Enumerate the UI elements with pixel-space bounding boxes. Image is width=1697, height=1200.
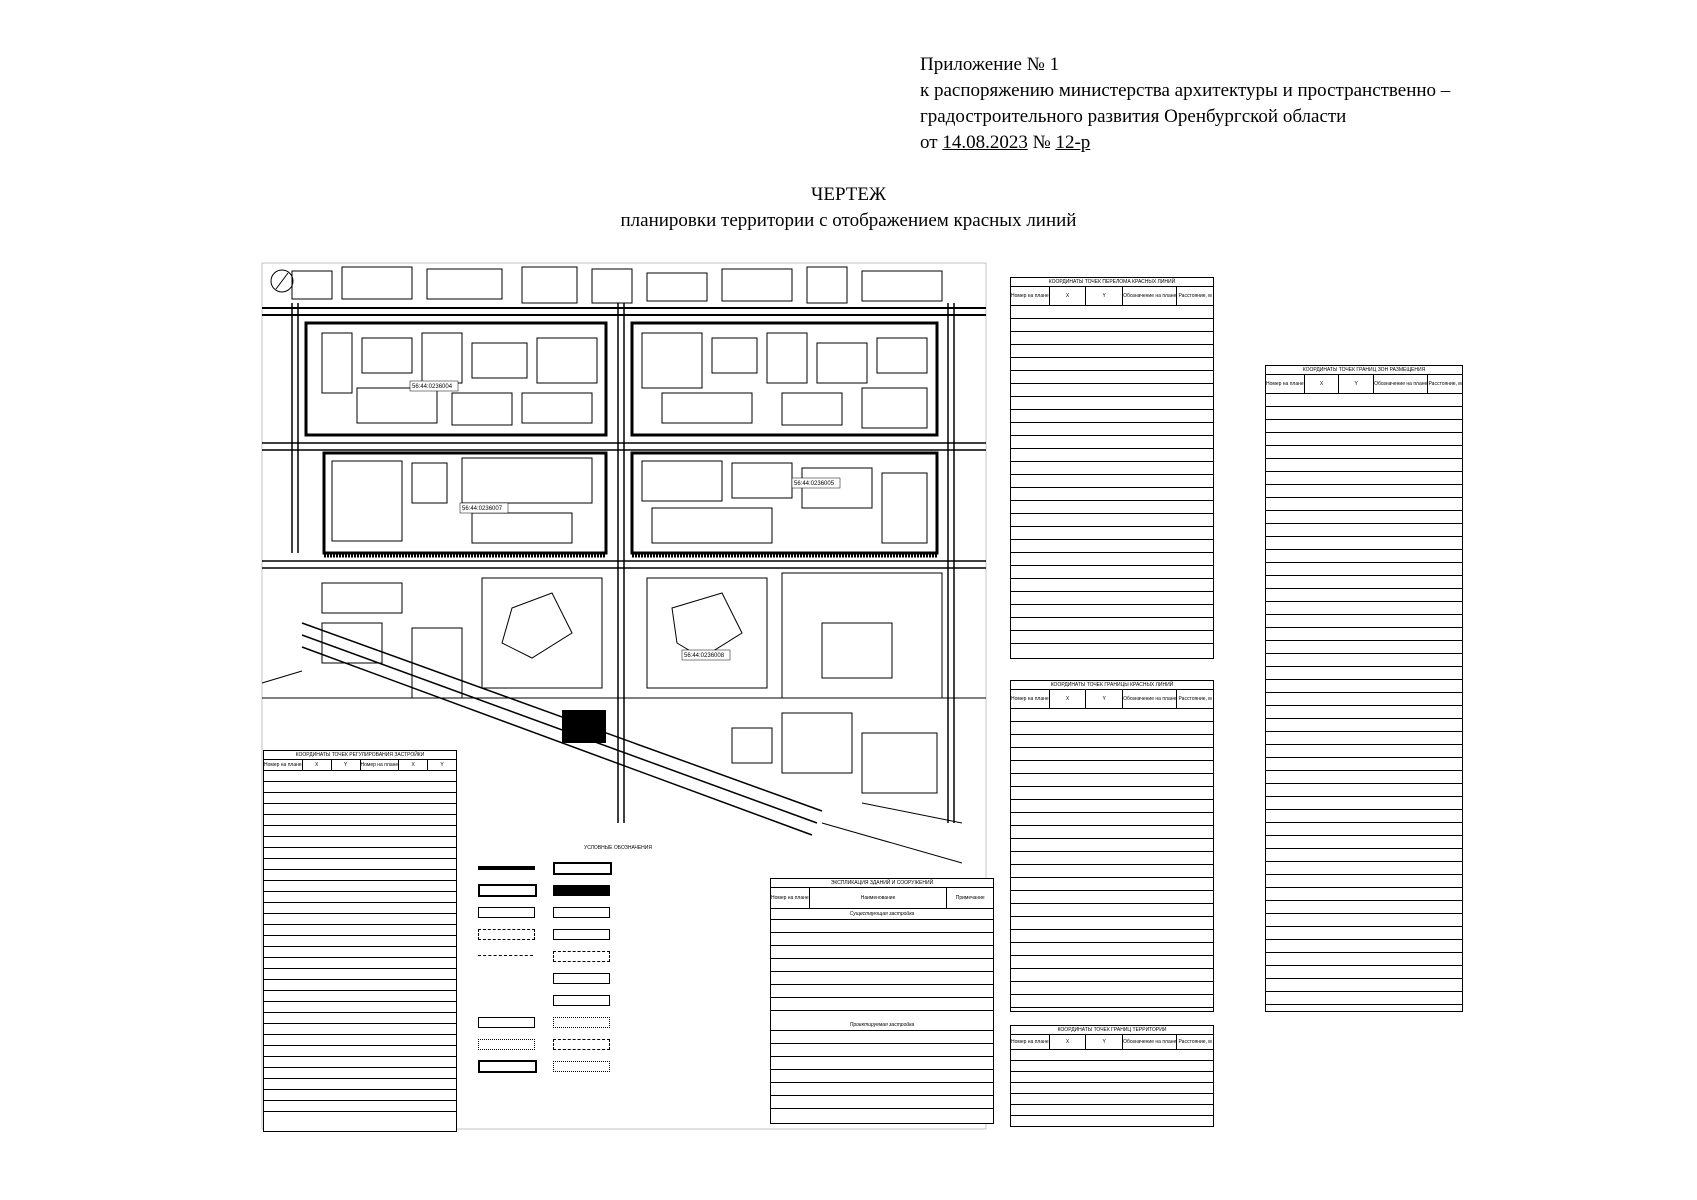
header-line-4: [920, 130, 1450, 156]
legend-swatch: [553, 995, 610, 1006]
legend-title: УСЛОВНЫЕ ОБОЗНАЧЕНИЯ: [584, 845, 652, 851]
table-header: КООРДИНАТЫ ТОЧЕК ГРАНИЦ ТЕРРИТОРИИ: [1011, 1026, 1213, 1035]
legend-swatch: [553, 951, 610, 962]
legend-column-1: [478, 857, 543, 1077]
legend: [478, 845, 758, 1077]
drawing-title: ЧЕРТЕЖ: [811, 184, 886, 205]
header-line-2: к распоряжению министерства архитектуры и пространственно –: [920, 80, 1451, 101]
header-line-3: градостроительного развития Оренбургской области: [920, 106, 1347, 127]
table-header: КООРДИНАТЫ ТОЧЕК РЕГУЛИРОВАНИЯ ЗАСТРОЙКИ: [264, 751, 456, 760]
cadastral-label-2: 56:44:0236007: [462, 506, 503, 512]
legend-swatch: [553, 1017, 610, 1028]
table-zone-boundaries: [1265, 365, 1463, 1012]
header-line-1: Приложение № 1: [920, 54, 1060, 75]
cadastral-label-4: 56:44:0236008: [684, 653, 725, 659]
drawing-subtitle: планировки территории с отображением красных линий: [620, 210, 1077, 231]
legend-swatch: [478, 996, 533, 1005]
date-prefix: от: [920, 132, 938, 153]
legend-swatch: [478, 974, 533, 983]
table-header: ЭКСПЛИКАЦИЯ ЗДАНИЙ И СООРУЖЕНИЙ: [771, 879, 993, 888]
table-column-headers: Номер на плане X Y Обозначение на плане Расстояние, м: [1266, 375, 1462, 394]
table-body: [1011, 306, 1213, 656]
table-body: [1011, 709, 1213, 1009]
table-column-headers: Номер на плане Наименование Примечание: [771, 888, 993, 909]
legend-column-2: [553, 857, 618, 1077]
legend-swatch: [478, 866, 535, 870]
table-header: КООРДИНАТЫ ТОЧЕК ГРАНИЦ ЗОН РАЗМЕЩЕНИЯ: [1266, 366, 1462, 375]
table-body: [1266, 394, 1462, 1009]
legend-swatch: [553, 885, 610, 896]
table-column-headers: Номер на плане X Y Номер на плане X Y: [264, 760, 456, 771]
legend-swatch: [553, 929, 610, 940]
table-section: Существующая застройка: [771, 909, 993, 920]
legend-swatch: [553, 862, 612, 875]
legend-swatch: [478, 884, 537, 897]
document-number: 12-р: [1055, 132, 1091, 153]
dark-block: [562, 710, 606, 743]
table-red-line-points: [1010, 277, 1214, 659]
legend-swatch: [553, 1061, 610, 1072]
document-date: 14.08.2023: [942, 132, 1028, 153]
table-body: [771, 920, 993, 1020]
cadastral-label-1: 56:44:0236004: [412, 384, 453, 390]
table-body: [1011, 1050, 1213, 1126]
legend-swatch: [478, 1039, 535, 1050]
document-header: [920, 52, 1450, 156]
legend-swatch: [478, 907, 535, 918]
table-column-headers: Номер на плане X Y Обозначение на плане Расстояние, м: [1011, 287, 1213, 306]
table-explication: [770, 878, 994, 1124]
legend-swatch: [478, 1017, 535, 1028]
table-red-line-boundary: [1010, 680, 1214, 1012]
legend-swatch: [553, 907, 610, 918]
legend-swatch: [478, 1060, 537, 1073]
legend-swatch: [478, 929, 535, 940]
legend-swatch: [478, 955, 533, 958]
table-header: КООРДИНАТЫ ТОЧЕК ПЕРЕЛОМА КРАСНЫХ ЛИНИЙ: [1011, 278, 1213, 287]
number-prefix: №: [1032, 132, 1051, 153]
table-column-headers: Номер на плане X Y Обозначение на плане Расстояние, м: [1011, 1035, 1213, 1050]
table-section: Проектируемая застройка: [771, 1020, 993, 1031]
legend-swatch: [553, 973, 610, 984]
cadastral-label-3: 56:44:0236005: [794, 481, 835, 487]
table-header: КООРДИНАТЫ ТОЧЕК ГРАНИЦЫ КРАСНЫХ ЛИНИЙ: [1011, 681, 1213, 690]
table-body: [264, 771, 456, 1121]
table-territory-boundary: [1010, 1025, 1214, 1127]
table-body: [771, 1031, 993, 1111]
table-column-headers: Номер на плане X Y Обозначение на плане Расстояние, м: [1011, 690, 1213, 709]
table-regulation-coordinates: [263, 750, 457, 1132]
legend-swatch: [553, 1039, 610, 1050]
